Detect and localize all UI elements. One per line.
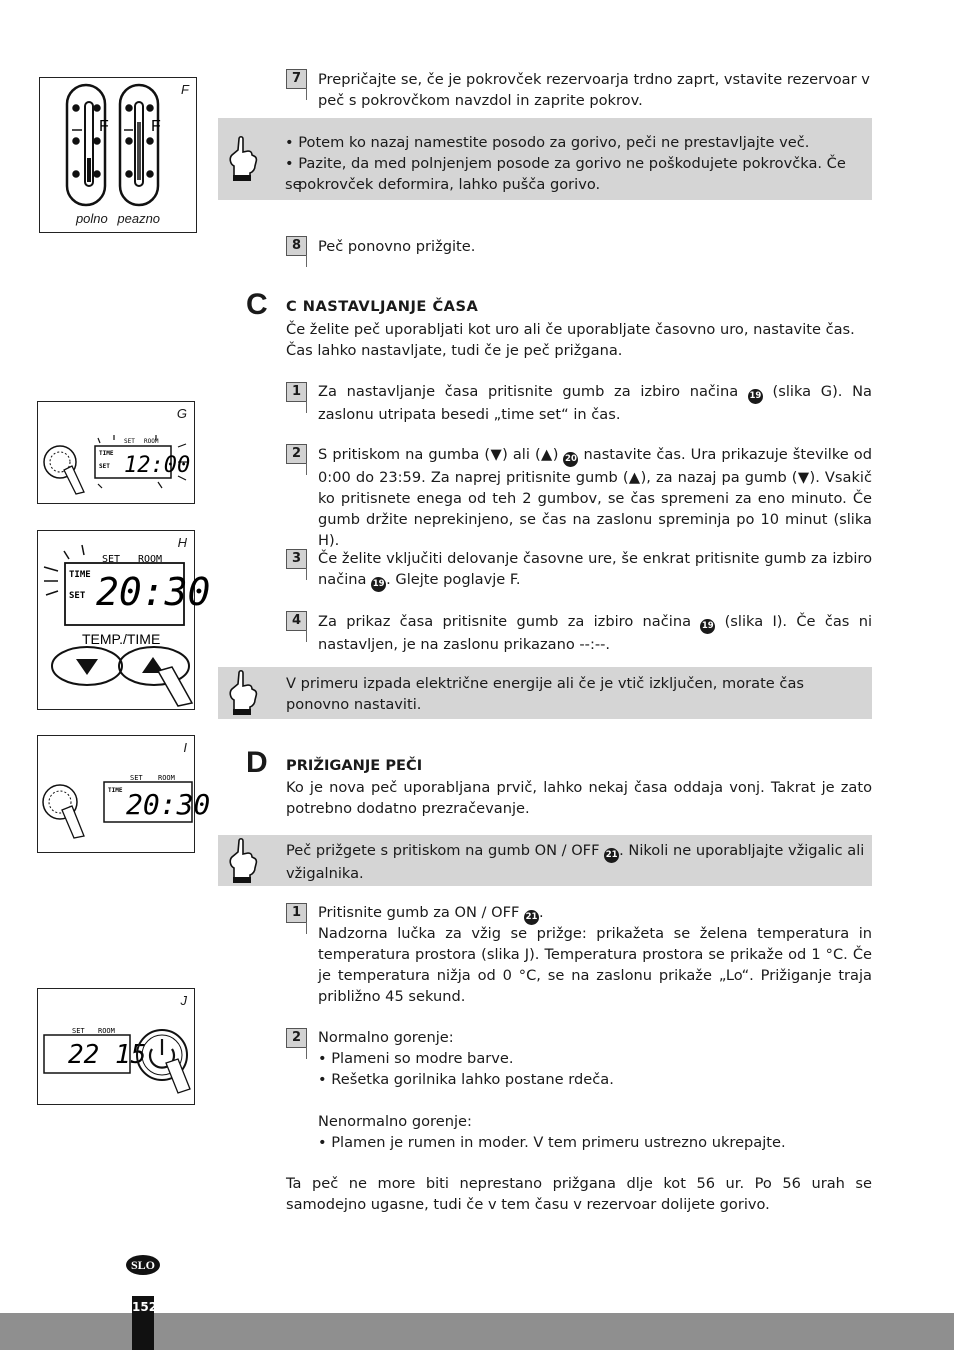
caption-empty: peazno <box>117 211 161 226</box>
finger-icon <box>62 806 84 838</box>
section-d-closing: Ta peč ne more biti neprestano prižgana dlje kot 56 ur. Po 56 urah se samodejno ugasne, tudi če v tem času v rezervoar dolijete gorivo. <box>286 1175 872 1213</box>
section-c-step-3-text: Če želite vključiti delovanje časovne ure, še enkrat pritisnite gumb za izbiro načina 19 . Glejte poglavje F. <box>318 548 872 592</box>
lcd-time-value: 20:30 <box>96 570 211 614</box>
ref-19-icon: 19 <box>748 389 763 404</box>
ref-21-icon: 21 <box>604 848 619 863</box>
step-number: 1 <box>286 382 307 402</box>
lcd-room-label: ROOM <box>98 1027 115 1035</box>
section-d-intro: Ko je nova peč uporabljana prvič, lahko nekaj časa oddaja vonj. Takrat je zato potrebno dodatno prezračevanje. <box>286 779 872 817</box>
lcd-set-label: SET <box>124 438 135 445</box>
gauge-mark-left: F <box>99 118 109 135</box>
section-c-heading: C NASTAVLJANJE ČASA <box>286 298 479 315</box>
ref-21-icon: 21 <box>524 910 539 925</box>
step-8-text: Peč ponovno prižgite. <box>318 238 476 255</box>
figure-letter: F <box>181 82 189 97</box>
display-illustration-g <box>38 402 196 505</box>
step-number: 1 <box>286 903 307 923</box>
section-d-step-1-text: Nadzorna lučka za vžig se prižge: prikažeta se želena temperatura in temperatura prostora (slika J). Temperatura prostora se prikaže od 1 °C. Če je temperatura nižja od 0 °C, se na zaslonu prikaže „Lo“. Prižiganje traja približno 45 sekund. <box>318 925 872 1005</box>
gauge-full <box>67 85 105 205</box>
section-c-step-2-text: S pritiskom na gumba (▼) ali (▲) 20 nastavite čas. Ura prikazuje številke od 0:00 do 23:59. Za naprej pritisnite gumb (▲), za nazaj pa gumb (▼). Vsakič ko pritisnete enega od teh 2 gumbov, se čas spremeni za eno minuto. Če gumb držite neprekinjeno, se čas na zaslonu spreminja po 10 minut (slika H). <box>318 446 872 549</box>
display-illustration-j <box>38 989 196 1106</box>
lcd-room-label: ROOM <box>158 774 175 782</box>
lcd-room-label: ROOM <box>144 438 159 445</box>
abnormal-burning-item-1: • Plamen je rumen in moder. V tem primeru ustrezno ukrepajte. <box>318 1134 786 1151</box>
note-box <box>218 667 872 719</box>
figure-letter: H <box>177 535 187 550</box>
section-letter-c: C <box>246 288 268 321</box>
section-d-heading: PRIŽIGANJE PEČI <box>286 757 423 774</box>
figure-f-caption <box>40 211 196 226</box>
figure-letter: G <box>176 406 187 421</box>
figure-f <box>39 77 197 233</box>
section-c-step-1-text: Za nastavljanje časa pritisnite gumb za izbiro načina 19 (slika G). Na zaslonu utripata besedi „time set“ in čas. <box>318 383 872 423</box>
note-line-2: • Pazite, da med polnjenjem posode za gorivo ne poškodujete pokrovčka. Če se <box>285 155 846 193</box>
step-number: 7 <box>286 69 307 89</box>
normal-burning-label: Normalno gorenje: <box>318 1029 454 1046</box>
down-arrow-icon <box>76 659 98 675</box>
temp-time-label: TEMP./TIME <box>82 631 161 647</box>
lcd-time-value: 12:00 <box>124 453 191 478</box>
section-letter-d: D <box>246 746 268 779</box>
pointing-hand-icon <box>226 136 260 182</box>
figure-letter: J <box>180 993 187 1008</box>
section-c-intro: Če želite peč uporabljati kot uro ali če uporabljate časovno uro, nastavite čas. Čas lahko nastavljate, tudi če je peč prižgana. <box>286 321 855 359</box>
ref-19-icon: 19 <box>371 577 386 592</box>
note-line-3: pokrovček deformira, lahko pušča gorivo. <box>298 176 601 193</box>
step-number: 8 <box>286 236 307 256</box>
ref-19-icon: 19 <box>700 619 715 634</box>
section-d-note-text: Peč prižgete s pritiskom na gumb ON / OFF 21 . Nikoli ne uporabljajte vžigalic ali vžigalnika. <box>286 842 865 882</box>
figure-h <box>37 530 211 710</box>
lcd-set2-label: SET <box>69 591 86 601</box>
step-number: 3 <box>286 549 307 569</box>
pointing-hand-icon <box>226 670 260 716</box>
lcd-set-label: SET <box>72 1027 85 1035</box>
lcd-set-label: SET <box>102 554 121 565</box>
ref-20-icon: 20 <box>563 452 578 467</box>
finger-icon <box>166 1059 190 1093</box>
lcd-temp-value: 22 15 <box>68 1040 147 1070</box>
figure-g <box>37 401 195 504</box>
lcd-set2-label: SET <box>99 463 110 470</box>
note-line-1: • Potem ko nazaj namestite posodo za gorivo, peči ne prestavljajte več. <box>285 134 810 151</box>
note-box <box>218 835 872 886</box>
normal-burning-item-2: • Rešetka gorilnika lahko postane rdeča. <box>318 1071 614 1088</box>
display-illustration-h <box>38 531 211 711</box>
gauge-mark-right: F <box>151 118 161 135</box>
step-7-text: Prepričajte se, če je pokrovček rezervoarja trdno zaprt, vstavite rezervoar v peč s pokrovčkom navzdol in zaprite pokrov. <box>318 71 870 109</box>
figure-letter: I <box>183 740 187 755</box>
lcd-time-label: TIME <box>69 570 91 580</box>
abnormal-burning-label: Nenormalno gorenje: <box>318 1113 472 1130</box>
lcd-time-value: 20:30 <box>126 788 211 821</box>
step-number: 2 <box>286 1028 307 1048</box>
note-box <box>218 118 872 200</box>
lcd-set-label: SET <box>130 774 143 782</box>
lcd-time-label: TIME <box>108 787 123 794</box>
display-illustration-i <box>38 736 211 854</box>
caption-full: polno <box>75 211 108 226</box>
page-number: 152 <box>132 1296 154 1350</box>
normal-burning-item-1: • Plameni so modre barve. <box>318 1050 514 1067</box>
section-d-step-1-title: Pritisnite gumb za ON / OFF 21 . <box>318 902 872 925</box>
lcd-room-label: ROOM <box>138 554 163 565</box>
step-number: 4 <box>286 611 307 631</box>
section-c-note-text: V primeru izpada električne energije ali če je vtič izključen, morate čas ponovno nastaviti. <box>286 675 804 713</box>
lcd-time-label: TIME <box>99 450 114 457</box>
step-number: 2 <box>286 444 307 464</box>
pointing-hand-icon <box>226 838 260 884</box>
language-badge: SLO <box>126 1255 160 1275</box>
finger-icon <box>64 466 84 494</box>
section-c-step-4-text: Za prikaz časa pritisnite gumb za izbiro načina 19 (slika I). Če čas ni nastavljen, je na zaslonu prikazano --:--. <box>318 613 872 653</box>
figure-i <box>37 735 211 853</box>
figure-j <box>37 988 195 1105</box>
